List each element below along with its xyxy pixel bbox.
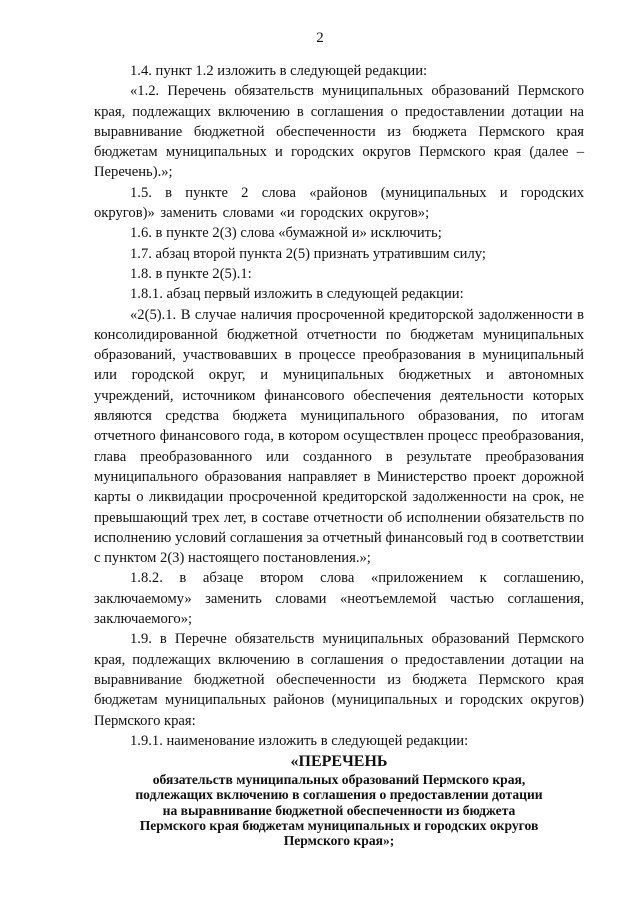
document-body [94,61,584,848]
heading-block [94,772,584,848]
heading-line: Пермского края бюджетам муниципальных и городских округов [139,817,539,833]
paragraph-1-9-1: 1.9.1. наименование изложить в следующей редакции: [130,732,469,749]
paragraph-1-6: 1.6. в пункте 2(3) слова «бумажной и» исключить; [130,225,442,242]
heading-line: на выравнивание бюджетной обеспеченности из бюджета [162,802,516,818]
paragraph-1-8: 1.8. в пункте 2(5).1: [130,265,252,282]
paragraph-1-8-2: 1.8.2. в абзаце втором слова «приложением к соглашению, заключаемому» заменить словами «неотъемлемой частью соглашения, заключаемого»; [94,570,584,628]
paragraph-1-8-1: 1.8.1. абзац первый изложить в следующей редакции: [130,286,464,303]
paragraph-1-4: 1.4. пункт 1.2 изложить в следующей редакции: [130,63,428,79]
page-number: 2 [316,30,324,46]
heading-line: Пермского края»; [283,832,395,848]
heading-line: подлежащих включению в соглашения о предоставлении дотации [135,787,543,803]
paragraph-1-9: 1.9. в Перечне обязательств муниципальных образований Пермского края, подлежащих включению в соглашения о предоставлении дотации на выравнивание бюджетной обеспеченности из бюджета Пермского края бюджетам муниципальных районов (муниципальных и городских округов) Пермского края: [94,631,584,729]
paragraph-1-2-quote: «1.2. Перечень обязательств муниципальных образований Пермского края, подлежащих включению в соглашения о предоставлении дотации на выравнивание бюджетной обеспеченности из бюджета Пермского края бюджетам муниципальных и городских округов Пермского края (далее – Перечень).»; [94,83,584,181]
paragraph-1-5: 1.5. в пункте 2 слова «районов (муниципальных и городских округов)» заменить словами «и городских округов»; [94,184,584,222]
heading-title: «ПЕРЕЧЕНЬ [290,753,388,771]
paragraph-2-5-1-quote: «2(5).1. В случае наличия просроченной кредиторской задолженности в консолидированной бюджетной отчетности по бюджетам муниципальных образований, участвовавших в процессе преобразования в муниципальный или городской округ, и муниципальных бюджетных и автономных учреждений, источником финансового обеспечения деятельности которых являются средства бюджета муниципального образования, по итогам отчетного финансового года, в котором осуществлен процесс преобразования, глава преобразованного или созданного в результате преобразования муниципального образования направляет в Министерство проект дорожной карты о ликвидации просроченной кредиторской задолженности на срок, не превышающий трех лет, в составе отчетности об исполнении обязательств по исполнению условий соглашения за отчетный финансовый год в соответствии с пунктом 2(3) настоящего постановления.»; [94,306,584,567]
paragraph-1-7: 1.7. абзац второй пункта 2(5) признать утратившим силу; [130,245,486,262]
heading-line: обязательств муниципальных образований Пермского края, [152,772,526,788]
